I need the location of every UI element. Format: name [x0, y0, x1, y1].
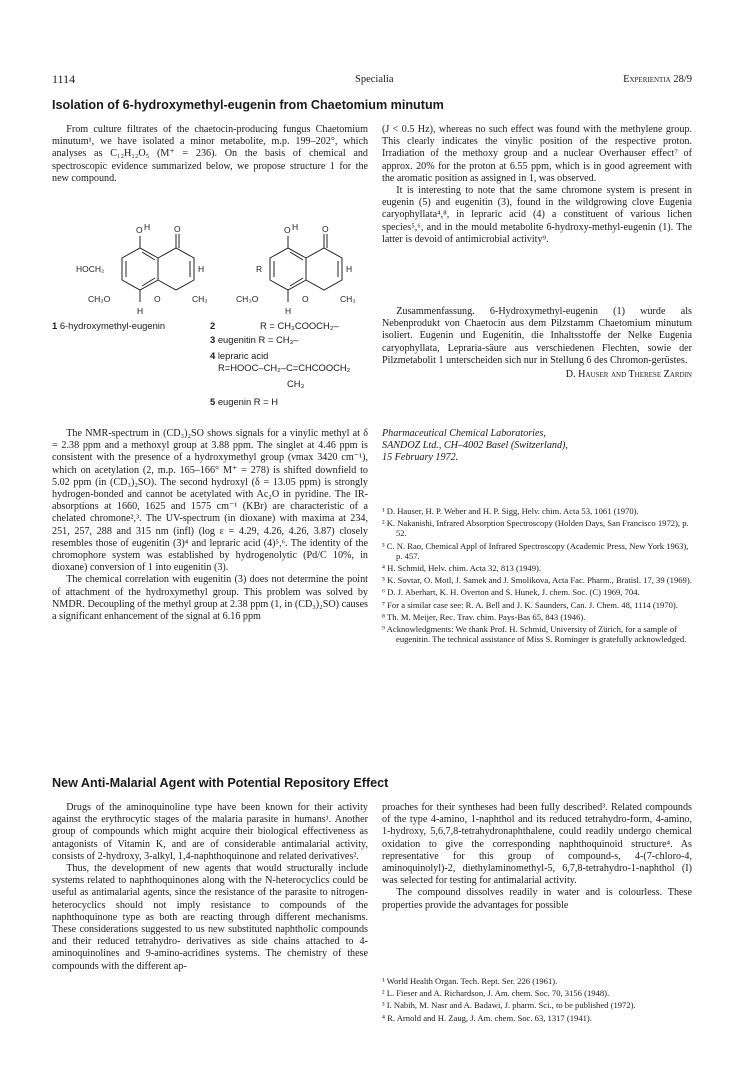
pyranone-ring-left — [158, 248, 194, 290]
paragraph: Drugs of the aminoquinoline type have been known for their activity against the erythrocytic stages of the malaria parasite in humans¹. Another group of compounds which might acquire their biological effectiveness as antagonists of Vitamin K, and are of considerable antimalarial activity, consists of 2-hydroxy, 3-alkyl, 1,4-naphthoquinone and related derivatives². — [52, 802, 368, 862]
atom-ch3o-right: CH₃O — [236, 294, 259, 304]
footnote: ¹ World Health Organ. Tech. Rept. Ser. 226 (1961). — [382, 976, 558, 986]
atom-o-ring-right: O — [302, 294, 309, 304]
atom-ch3o-left: CH₃O — [88, 294, 111, 304]
atom-h-vinyl-right: H — [346, 264, 353, 274]
atom-o-hydroxyl-left: O — [136, 225, 143, 235]
footnote: ⁶ D. J. Aberhart, K. H. Overton and S. Hunek, J. chem. Soc. (C) 1969, 704. — [382, 587, 640, 598]
compound-number: 3 — [210, 334, 216, 345]
article2-footnotes — [382, 976, 692, 1025]
affiliation — [382, 428, 692, 465]
benzene-ring-left — [122, 248, 158, 290]
paragraph: The compound dissolves readily in water and is colourless. These properties provide the advantages for possible — [382, 887, 692, 911]
summary-text: Zusammenfassung. 6-Hydroxymethyl-eugenin (1) wurde als Nebenprodukt von Chaetocin aus dem Pilzstamm Chaetomium minutum isoliert. Eugenin und Eugenitin, die Inhaltsstoffe der Nelke Eugenia caryophyllata, Lepraria-säure aus verschiedenen Flechten, sowie der Pilzmetabolit 1 unterscheiden sich nur in Stellung 6 des Chromon-gerüstes. — [382, 306, 692, 366]
compound-number: 5 — [210, 396, 216, 407]
article2-left-body — [52, 802, 368, 973]
compound-name: eugenitin R = CH₃– — [217, 334, 299, 345]
paragraph: The NMR-spectrum in (CD₃)₂SO shows signals for a vinylic methyl at δ = 2.38 ppm and a methoxyl group at 3.88 ppm. The singlet at 4.46 ppm is consistent with the presence of a hydroxymethyl group (νmax 3420 cm⁻¹), which on acetylation (2, m.p. 165–166° M⁺ = 278) is shifted downfield to 5.02 ppm (in (CD₃)₂SO). The second hydroxyl (δ = 13.05 ppm) is strongly hydrogen-bonded and cannot be acetylated with Ac₂O in pyridine. The IR-absorptions at 1660, 1625 and 1575 cm⁻¹ (KBr) are characteristic of a chelated chromone²,³. The UV-spectrum (in dioxane) with maxima at 234, 251, 257, 288 and 315 nm (infl) (log ε = 4.29, 4.26, 4.26, 3.87) closely resembles those of eugenitin (3)⁴ and lepraric acid (4)⁵,⁶. The identity of the chromophore system was established by hydrogenolytic (Pd/C 10%, in dioxane) conversion of 1 into eugenitin (3). — [52, 428, 368, 574]
caption-compound-3 — [210, 334, 299, 345]
article2-right-body — [382, 802, 692, 912]
footnote: ³ C. N. Rao, Chemical Appl of Infrared Spectroscopy (Academic Press, New York 1963), p. 457. — [382, 540, 689, 561]
section-name: Specialia — [355, 74, 394, 85]
caption-compound-4-formula: R=HOOC–CH₂–C=CHCOOCH₂ — [218, 362, 351, 373]
caption-compound-4-methyl: CH₃ — [287, 378, 305, 389]
caption-compound-4 — [210, 350, 268, 361]
zusammenfassung — [382, 306, 692, 381]
journal-issue: Experientia 28/9 — [623, 74, 692, 85]
benzene-ring-right — [270, 248, 306, 290]
paragraph: proaches for their syntheses had been fully described³. Related compounds of the type 4-amino, 1-naphthol and its reduced tetrahydro-form, 4-amino, 1-hydroxy, 5,6,7,8-tetrahydronaphthalene, could readily undergo chemical oxidation to give the corresponding naphthoquinoid structure⁴. As representative for this group of compound-s, 4-(7-chloro-4, aminoquinolyl)-2, diethylaminomethyl-5, 6,7,8-tetrahydro-1-naphthol (I) was selected for testing for antimalarial activity. — [382, 802, 692, 887]
compound-number: 4 — [210, 350, 216, 361]
footnote: ¹ D. Hauser, H. P. Weber and H. P. Sigg, Helv. chim. Acta 53, 1061 (1970). — [382, 506, 639, 516]
atom-h-vinyl-left: H — [198, 264, 205, 274]
footnote: ² L. Fieser and A. Richardson, J. Am. chem. Soc. 70, 3156 (1948). — [382, 988, 610, 999]
paragraph: It is interesting to note that the same chromone system is present in eugenin (5) and eugenitin (3), found in the wildgrowing clove Eugenia caryophyllata⁴,⁸, in lepraric acid (4) a constituent of various lichen species⁵,⁶, and in the mould metabolite 6-hydroxy-methyl-eugenin (1). The latter is devoid of antimicrobial activity⁹. — [382, 185, 692, 245]
article2-title: New Anti-Malarial Agent with Potential Repository Effect — [52, 776, 389, 790]
affiliation-line: Pharmaceutical Chemical Laboratories, — [382, 428, 546, 439]
footnote: ³ I. Nabih, M. Nasr and A. Badawi, J. pharm. Sci., to be published (1972). — [382, 1000, 636, 1011]
compound-number: 1 — [52, 320, 58, 331]
affiliation-line: 15 February 1972. — [382, 452, 459, 464]
article1-intro — [52, 124, 368, 185]
article1-title: Isolation of 6-hydroxymethyl-eugenin from Chaetomium minutum — [52, 98, 444, 112]
caption-compound-1 — [52, 320, 165, 331]
paragraph: (J < 0.5 Hz), whereas no such effect was found with the methylene group. This clearly indicates the vinylic position of the respective proton. Irradiation of the methoxy group and a nuclear Overhauser effect⁷ of approx. 20% for the proton at 6.55 ppm, which is in good agreement with the aromatic position as assigned in 1, was observed. — [382, 124, 692, 184]
atom-o-hydroxyl-right: O — [284, 225, 291, 235]
atom-h-aromatic-right: H — [285, 306, 292, 316]
compound-number: 2 — [210, 320, 216, 331]
atom-ch3-right: CH₃ — [340, 294, 356, 304]
atom-hoch2: HOCH₂ — [76, 264, 105, 274]
affiliation-line: SANDOZ Ltd., CH–4002 Basel (Switzerland), — [382, 440, 568, 452]
atom-o-carbonyl-right: O — [322, 224, 329, 234]
atom-h-aromatic-left: H — [137, 306, 144, 316]
compound-name: eugenin R = H — [217, 396, 279, 407]
article1-left-body — [52, 428, 368, 623]
article1-footnotes — [382, 506, 692, 646]
atom-o-ring-left: O — [154, 294, 161, 304]
footnote: ⁴ H. Schmid, Helv. chim. Acta 32, 813 (1949). — [382, 563, 542, 574]
compound-name: 6-hydroxymethyl-eugenin — [59, 320, 166, 331]
article1-right-body — [382, 124, 692, 246]
atom-h-right: H — [292, 222, 299, 232]
atom-h-left: H — [144, 222, 151, 232]
caption-compound-2-formula: R = CH₃COOCH₂– — [260, 320, 339, 331]
page-number: 1114 — [52, 72, 76, 86]
footnote: ² K. Nakanishi, Infrared Absorption Spectroscopy (Holden Days, San Francisco 1972), p. 52. — [382, 518, 689, 539]
footnote: ⁸ Th. M. Meijer, Rec. Trav. chim. Pays-Bas 65, 843 (1946). — [382, 611, 586, 622]
footnote: ⁴ R. Arnold and H. Zaug, J. Am. chem. Soc. 63, 1317 (1941). — [382, 1012, 592, 1023]
footnote: ⁹ Acknowledgments: We thank Prof. H. Schmid, University of Zürich, for a sample of eugenitin. The technical assistance of Miss S. Rominger is gratefully acknowledged. — [382, 624, 687, 645]
footnote: ⁵ K. Sovtar, O. Motl, J. Samek and J. Smolikova, Acta Fac. Pharm., Bratisl. 17, 39 (1969). — [382, 575, 692, 586]
atom-ch3-left: CH₃ — [192, 294, 208, 304]
paragraph: From culture filtrates of the chaetocin-producing fungus Chaetomium minutum¹, we have isolated a minor metabolite, m.p. 199–202°, which analyses as C₁₂H₁₂O₅ (M⁺ = 236). On the basis of chemical and spectroscopic evidence summarized below, we propose structure 1 for the new compound. — [52, 124, 368, 184]
footnote: ⁷ For a similar case see: R. A. Bell and J. K. Saunders, Can. J. Chem. 48, 1114 (1970). — [382, 599, 678, 610]
paragraph: The chemical correlation with eugenitin (3) does not determine the point of attachment of the hydroxymethyl group. This problem was solved by NMDR. Decoupling of the methyl group at 2.38 ppm (1, in (CD₃)₂SO) causes a significant enhancement of the signal at 6.16 ppm — [52, 574, 368, 623]
atom-r: R — [256, 264, 263, 274]
chemical-structures-figure — [52, 214, 368, 334]
compound-name: lepraric acid — [217, 350, 269, 361]
atom-o-carbonyl-left: O — [174, 224, 181, 234]
authors: D. Hauser and Therese Zardin — [565, 369, 692, 381]
pyranone-ring-right — [306, 248, 342, 290]
paragraph: Thus, the development of new agents that would structurally include systems related to naphthoquinones along with the N-heterocyclics could be useful as antimalarial agents, since the resistance of the parasite to nitrogen-heterocyclics should not imply resistance to compounds of the naphthoquinone type as both are reacting through different mechanisms. These considerations suggested to us new substituted naphtholic compounds and their reduced tetrahydro- derivatives as side chains attached to 4-aminoquinolines and 9-amino-acridines systems. The chemistry of these compounds with the different ap- — [52, 863, 368, 972]
caption-compound-2 — [210, 320, 215, 331]
caption-compound-5 — [210, 396, 278, 407]
